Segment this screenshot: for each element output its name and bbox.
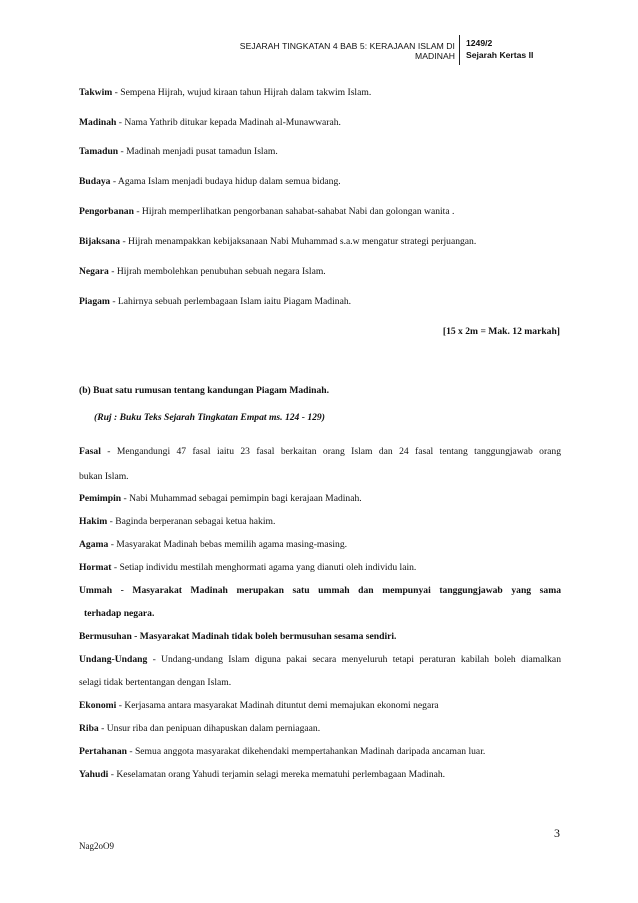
term: Bijaksana xyxy=(79,236,121,247)
term: Tamadun xyxy=(79,146,119,157)
point-pertahanan xyxy=(79,746,485,757)
term: Madinah xyxy=(79,117,117,128)
point-pemimpin xyxy=(79,493,362,504)
header-divider xyxy=(459,35,460,65)
term: Piagam xyxy=(79,296,110,307)
question-b-heading: (b) Buat satu rumusan tentang kandungan Piagam Madinah. xyxy=(79,385,330,396)
definition: - Baginda berperanan sebagai ketua hakim. xyxy=(107,516,276,527)
definition: - Nabi Muhammad sebagai pemimpin bagi kerajaan Madinah. xyxy=(121,493,362,504)
definition: - Unsur riba dan penipuan dihapuskan dalam perniagaan. xyxy=(98,723,321,734)
term: Agama xyxy=(79,539,109,550)
page-number: 3 xyxy=(554,826,560,840)
header-title: SEJARAH TINGKATAN 4 BAB 5: KERAJAAN ISLAM DI MADINAH xyxy=(239,41,455,61)
term: Fasal xyxy=(79,446,101,457)
footer-note: Nag2oO9 xyxy=(79,841,114,851)
point-riba xyxy=(79,723,320,734)
definition: - Mengandungi 47 fasal iaitu 23 fasal berkaitan orang Islam dan 24 fasal tentang tanggungjawab orang xyxy=(100,446,561,457)
term: Takwim xyxy=(79,87,113,98)
definition: - Hijrah membolehkan penubuhan sebuah negara Islam. xyxy=(108,266,326,277)
paper-name: Sejarah Kertas II xyxy=(466,50,534,60)
definition: - Hijrah memperlihatkan pengorbanan sahabat-sahabat Nabi dan golongan wanita . xyxy=(133,206,455,217)
term: Ekonomi xyxy=(79,700,117,711)
point-undang-undang xyxy=(79,654,561,665)
point-ekonomi xyxy=(79,700,439,711)
definition: - Agama Islam menjadi budaya hidup dalam semua bidang. xyxy=(110,176,341,187)
term: Pemimpin xyxy=(79,493,122,504)
term: Yahudi xyxy=(79,769,109,780)
point-pengorbanan xyxy=(79,206,454,217)
definition: - Kerjasama antara masyarakat Madinah dituntut demi memajukan ekonomi negara xyxy=(116,700,439,711)
term: Pertahanan xyxy=(79,746,127,757)
point-budaya xyxy=(79,176,341,187)
textbook-reference: (Ruj : Buku Teks Sejarah Tingkatan Empat ms. 124 - 129) xyxy=(94,412,325,423)
point-ummah-continued: terhadap negara. xyxy=(84,608,155,619)
point-piagam xyxy=(79,296,351,307)
term: Pengorbanan xyxy=(79,206,134,217)
definition: - Masyarakat Madinah bebas memilih agama masing-masing. xyxy=(108,539,348,550)
point-hakim xyxy=(79,516,275,527)
point-ummah: Ummah - Masyarakat Madinah merupakan satu ummah dan mempunyai tanggungjawab yang sama xyxy=(79,585,561,596)
term: Hakim xyxy=(79,516,108,527)
point-tamadun xyxy=(79,146,278,157)
definition: - Semua anggota masyarakat dikehendaki mempertahankan Madinah daripada ancaman luar. xyxy=(126,746,486,757)
definition: - Lahirnya sebuah perlembagaan Islam iaitu Piagam Madinah. xyxy=(109,296,352,307)
point-madinah xyxy=(79,117,341,128)
point-fasal-continued: bukan Islam. xyxy=(79,471,129,482)
term: Hormat xyxy=(79,562,112,573)
term: Undang-Undang xyxy=(79,654,148,665)
term: Budaya xyxy=(79,176,111,187)
definition: - Setiap individu mestilah menghormati agama yang dianuti oleh individu lain. xyxy=(111,562,417,573)
definition: - Hijrah menampakkan kebijaksanaan Nabi Muhammad s.a.w mengatur strategi perjuangan. xyxy=(120,236,477,247)
paper-code: 1249/2 xyxy=(466,38,493,48)
point-negara xyxy=(79,266,326,277)
definition: - Undang-undang Islam diguna pakai secara menyeluruh tetapi peraturan kabilah boleh diamalkan xyxy=(147,654,561,665)
point-agama xyxy=(79,539,347,550)
header-code-block xyxy=(466,37,533,61)
point-bijaksana xyxy=(79,236,476,247)
marks-allocation: [15 x 2m = Mak. 12 markah] xyxy=(442,326,560,337)
definition: - Keselamatan orang Yahudi terjamin selagi mereka mematuhi perlembagaan Madinah. xyxy=(108,769,446,780)
point-hormat xyxy=(79,562,416,573)
definition: - Madinah menjadi pusat tamadun Islam. xyxy=(118,146,278,157)
definition: - Sempena Hijrah, wujud kiraan tahun Hijrah dalam takwim Islam. xyxy=(112,87,372,98)
definition: - Nama Yathrib ditukar kepada Madinah al-Munawwarah. xyxy=(116,117,341,128)
point-bermusuhan: Bermusuhan - Masyarakat Madinah tidak boleh bermusuhan sesama sendiri. xyxy=(79,631,397,642)
term: Negara xyxy=(79,266,109,277)
point-undang-undang-continued: selagi tidak bertentangan dengan Islam. xyxy=(79,677,232,688)
point-takwim xyxy=(79,87,371,98)
point-yahudi xyxy=(79,769,445,780)
point-fasal xyxy=(79,446,561,457)
term: Riba xyxy=(79,723,99,734)
